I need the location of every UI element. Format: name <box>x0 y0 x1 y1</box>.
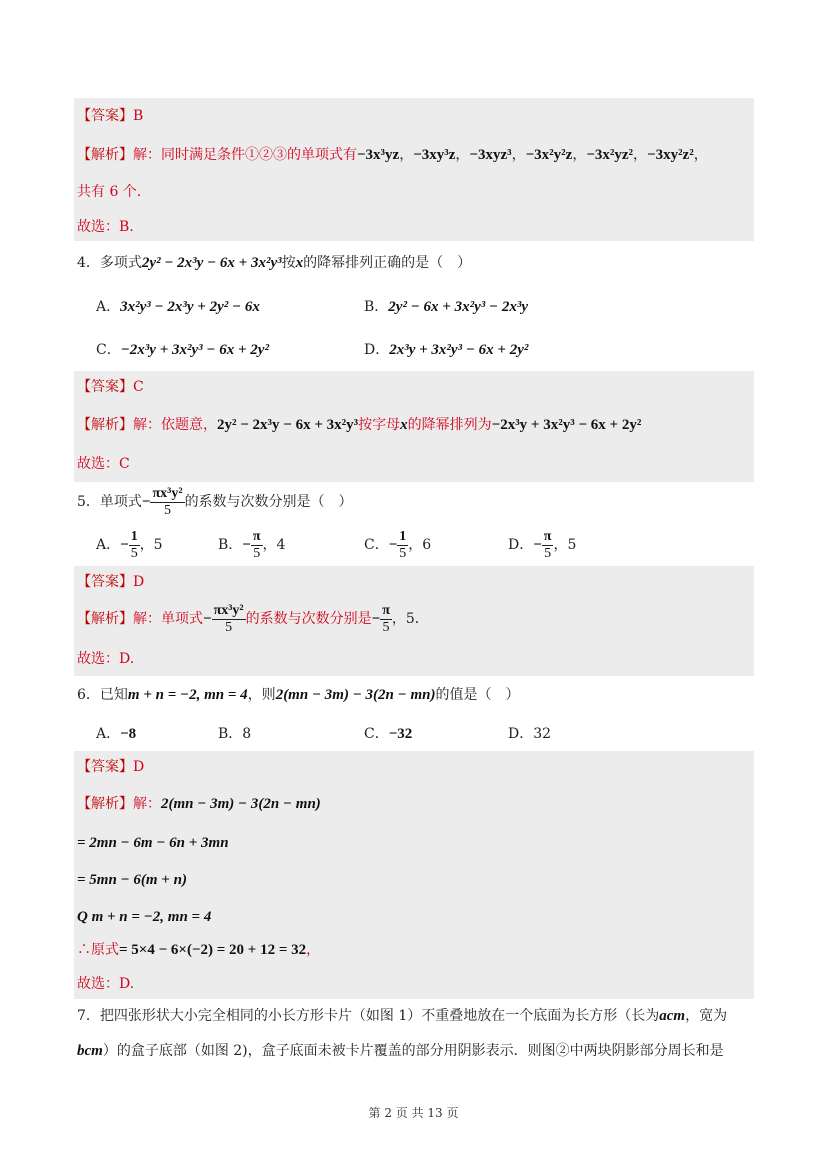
analysis-c: 的降幂排列为 <box>407 417 492 433</box>
q6-stem-mid: ，则 <box>247 687 276 703</box>
q4-choice-line: 故选：C <box>77 456 130 472</box>
option-fraction <box>251 529 263 562</box>
answer-value: D <box>133 759 145 775</box>
option-expr: −2x³y + 3x²y³ − 6x + 2y² <box>120 342 269 358</box>
option-value: 8 <box>242 726 252 742</box>
q7-line2-text: ）的盒子底部（如图 2)，盒子底面未被卡片覆盖的部分用阴影表示．则图②中两块阴影部分周长和是 <box>102 1043 724 1059</box>
analysis-tag: 【解析】 <box>77 796 133 812</box>
option-minus: − <box>388 537 398 553</box>
q6-stem-expr: 2(mn − 3m) − 3(2n − mn) <box>275 687 436 703</box>
q7-stem-line-1 <box>77 1006 727 1026</box>
analysis-a: 解： <box>133 796 161 812</box>
option-fraction <box>129 529 140 562</box>
analysis-tag: 【解析】 <box>77 147 133 163</box>
q6-choice-line: 故选：D. <box>77 976 135 992</box>
analysis-a: 解：单项式 <box>133 611 203 627</box>
option-expr: 2x³y + 3x²y³ − 6x + 2y² <box>389 342 529 358</box>
fraction-numerator: πx³y² <box>213 602 244 618</box>
option-fraction <box>397 529 408 562</box>
q4-option-b <box>364 297 528 317</box>
fraction-numerator: πx³y² <box>152 485 183 501</box>
analysis-result: −2x³y + 3x²y³ − 6x + 2y² <box>491 417 642 433</box>
q3-count-line: 共有 6 个. <box>77 184 142 200</box>
option-label: B． <box>364 299 389 315</box>
analysis-a: 解：依题意， <box>133 417 217 433</box>
fraction-numerator: π <box>543 528 552 544</box>
option-expr: 2y² − 6x + 3x²y³ − 2x³y <box>388 299 528 315</box>
analysis-fraction <box>212 603 246 636</box>
option-label: C． <box>364 537 389 553</box>
fraction-numerator: π <box>382 602 390 618</box>
answer-tag: 【答案】 <box>77 379 133 395</box>
q3-solution-block <box>74 98 754 241</box>
answer-tag: 【答案】 <box>77 574 133 590</box>
q5-stem-suffix: 的系数与次数分别是（ ） <box>184 494 353 510</box>
option-label: B． <box>218 537 243 553</box>
term-3: −3xyz³ <box>469 147 512 163</box>
q5-stem-fraction <box>150 486 184 519</box>
q6-step-1: = 2mn − 6m − 6n + 3mn <box>77 835 229 851</box>
analysis-expr: 2(mn − 3m) − 3(2n − mn) <box>161 796 321 812</box>
option-tail: ，4 <box>262 537 286 553</box>
q7-unit-b: bcm <box>77 1043 103 1059</box>
fraction-denominator: 5 <box>225 619 233 635</box>
answer-value: D <box>133 574 145 590</box>
q6-answer-line <box>77 757 144 777</box>
option-label: C． <box>364 726 389 742</box>
option-value: −8 <box>120 726 137 742</box>
option-label: D． <box>508 726 534 742</box>
option-expr: 3x²y³ − 2x³y + 2y² − 6x <box>120 299 260 315</box>
q4-stem-poly: 2y² − 2x³y − 6x + 3x²y³ <box>141 255 282 271</box>
q6-stem-cond: m + n = −2, mn = 4 <box>127 687 248 703</box>
term-1: −3x³yz <box>357 147 400 163</box>
q4-option-d <box>364 340 528 360</box>
option-label: A． <box>96 537 121 553</box>
fraction-numerator: 1 <box>130 528 138 544</box>
q6-stem-suffix: 的值是（ ） <box>435 687 520 703</box>
option-fraction <box>542 529 554 562</box>
option-label: D． <box>508 537 534 553</box>
q7-stem-line-2 <box>77 1041 724 1061</box>
q7-line1-a: 7．把四张形状大小完全相同的小长方形卡片（如图 1）不重叠地放在一个底面为长方形（长为 <box>77 1008 660 1024</box>
option-tail: ，6 <box>408 537 432 553</box>
option-minus: − <box>242 537 251 553</box>
q5-option-c <box>364 527 431 563</box>
step4-prefix: ∴原式 <box>77 942 119 958</box>
page-footer: 第 2 页 共 13 页 <box>368 1106 459 1120</box>
q6-option-b <box>218 724 251 744</box>
q4-analysis-line <box>77 415 641 435</box>
answer-value: B <box>133 108 144 124</box>
q6-option-a <box>96 724 136 744</box>
option-label: C． <box>96 342 121 358</box>
q5-stem-prefix: 5．单项式 <box>77 494 142 510</box>
option-label: A． <box>96 726 121 742</box>
q5-stem <box>77 484 353 520</box>
q7-line1-b: ，宽为 <box>685 1008 728 1024</box>
term-6: −3xy²z² <box>647 147 694 163</box>
analysis-b: 按字母 <box>358 417 401 433</box>
option-minus: − <box>533 537 542 553</box>
q3-analysis-line: 【解析】解：同时满足条件①②③的单项式有−3x³yz，−3xy³z，−3xyz³，−3x²y²z，−3x²yz²，−3xy²z²， <box>77 147 708 163</box>
fraction-denominator: 5 <box>253 545 261 561</box>
q7-unit-a: acm <box>659 1008 686 1024</box>
analysis-coef-fraction <box>380 603 392 636</box>
option-tail: ，5 <box>139 537 163 553</box>
q5-answer-line <box>77 572 144 592</box>
analysis-text: 解：同时满足条件①②③的单项式有 <box>133 147 357 163</box>
analysis-b: 的系数与次数分别是 <box>245 611 372 627</box>
step4-end: ， <box>306 942 321 958</box>
fraction-denominator: 5 <box>399 545 407 561</box>
answer-tag: 【答案】 <box>77 759 133 775</box>
option-label: B． <box>218 726 243 742</box>
q6-analysis-line <box>77 794 321 814</box>
q6-step-4 <box>77 940 320 960</box>
q4-stem <box>77 253 471 273</box>
term-4: −3x²y²z <box>525 147 573 163</box>
q6-option-d <box>508 724 551 744</box>
analysis-poly: 2y² − 2x³y − 6x + 3x²y³ <box>217 417 359 433</box>
fraction-denominator: 5 <box>544 545 552 561</box>
q5-analysis-line <box>77 601 429 637</box>
answer-value: C <box>133 379 144 395</box>
q5-option-d <box>508 527 576 563</box>
q5-stem-minus: − <box>141 494 151 510</box>
step4-expr: = 5×4 − 6×(−2) = 20 + 12 = 32 <box>119 942 307 958</box>
q4-answer-line <box>77 377 144 397</box>
fraction-denominator: 5 <box>382 619 390 635</box>
q4-stem-prefix: 4．多项式 <box>77 255 142 271</box>
analysis-coef-minus: − <box>371 611 381 627</box>
term-5: −3x²yz² <box>586 147 634 163</box>
q5-option-a <box>96 527 163 563</box>
q4-stem-var: x <box>295 255 304 271</box>
q5-option-b <box>218 527 285 563</box>
option-label: D． <box>364 342 390 358</box>
option-value: 32 <box>533 726 552 742</box>
q4-option-c <box>96 340 269 360</box>
option-label: A． <box>96 299 121 315</box>
fraction-numerator: π <box>252 528 261 544</box>
q4-stem-suffix: 按 <box>281 255 296 271</box>
option-value: −32 <box>388 726 413 742</box>
fraction-denominator: 5 <box>130 545 138 561</box>
analysis-tag: 【解析】 <box>77 611 133 627</box>
fraction-denominator: 5 <box>164 502 172 518</box>
q4-stem-end: 的降幂排列正确的是（ ） <box>303 255 472 271</box>
fraction-numerator: 1 <box>399 528 407 544</box>
q6-option-c <box>364 724 412 744</box>
q6-step-3: Q m + n = −2, mn = 4 <box>77 909 212 925</box>
option-minus: − <box>120 537 129 553</box>
analysis-var: x <box>400 417 408 433</box>
answer-tag: 【答案】 <box>77 108 133 124</box>
analysis-tag: 【解析】 <box>77 417 133 433</box>
q6-stem <box>77 685 519 705</box>
option-tail: ，5 <box>553 537 577 553</box>
analysis-c: ，5． <box>391 611 429 627</box>
q6-step-2: = 5mn − 6(m + n) <box>77 872 187 888</box>
q3-answer-line <box>77 106 143 126</box>
term-2: −3xy³z <box>413 147 456 163</box>
q3-choice-line: 故选：B. <box>77 219 134 235</box>
q4-option-a <box>96 297 260 317</box>
q6-stem-prefix: 6．已知 <box>77 687 128 703</box>
analysis-minus: − <box>203 611 212 627</box>
q5-choice-line: 故选：D. <box>77 651 135 667</box>
